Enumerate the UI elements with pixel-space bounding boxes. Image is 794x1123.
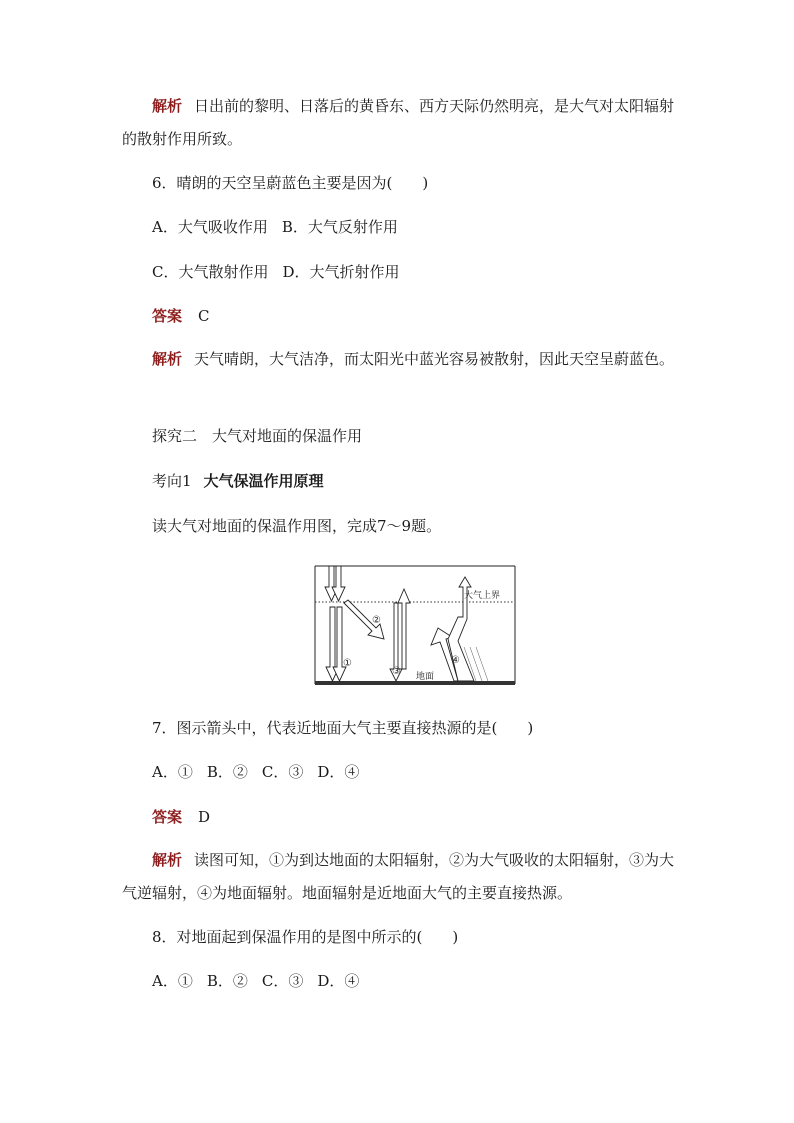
q5-analysis-text: 日出前的黎明、日落后的黄昏东、西方天际仍然明亮，是大气对太阳辐射的散射作用所致。: [122, 97, 675, 148]
q8-options: [152, 970, 359, 992]
q7-answer-value: D: [198, 808, 211, 826]
q6-option-a: A．大气吸收作用: [152, 218, 268, 236]
q7-analysis: [122, 844, 678, 910]
q7-option-a: A．①: [152, 763, 193, 781]
q6-options-row1: [152, 216, 398, 238]
q8-option-b: B．②: [206, 972, 248, 990]
label-num-2: ②: [372, 615, 381, 626]
q6-option-c: C．大气散射作用: [152, 263, 269, 281]
analysis-label: 解析: [152, 350, 183, 368]
q8-option-d: D．④: [317, 972, 360, 990]
topic-prefix: 考向1: [152, 472, 192, 490]
q7-option-b: B．②: [206, 763, 248, 781]
q6-options-row2: [152, 261, 400, 283]
q7-option-d: D．④: [317, 763, 360, 781]
ground-surface: [315, 681, 515, 685]
q8-option-a: A．①: [152, 972, 193, 990]
q6-stem: 6．晴朗的天空呈蔚蓝色主要是因为( ): [152, 174, 429, 192]
label-atmosphere-top: 大气上界: [464, 591, 501, 601]
label-num-4: ④: [451, 655, 460, 666]
analysis-label: 解析: [152, 97, 183, 115]
topic-heading: [152, 470, 324, 492]
q7-option-c: C．③: [261, 763, 304, 781]
q8-option-c: C．③: [261, 972, 304, 990]
q8-stem: 8．对地面起到保温作用的是图中所示的( ): [152, 928, 459, 946]
q7-answer: [152, 806, 210, 828]
atmosphere-insulation-diagram: [314, 565, 516, 687]
label-num-3: ③: [392, 666, 401, 677]
label-ground: 地面: [416, 672, 435, 682]
q6-answer: [152, 305, 210, 327]
q6-option-b: B．大气反射作用: [281, 218, 398, 236]
q7-analysis-text: 读图可知，①为到达地面的太阳辐射，②为大气吸收的太阳辐射，③为大气逆辐射，④为地面辐射。地面辐射是近地面大气的主要直接热源。: [122, 851, 675, 902]
answer-label: 答案: [152, 307, 183, 325]
label-num-1: ①: [343, 658, 352, 669]
q6-option-d: D．大气折射作用: [282, 263, 400, 281]
topic-title: 大气保温作用原理: [203, 472, 324, 490]
analysis-label: 解析: [152, 851, 183, 869]
q5-analysis: [122, 90, 678, 156]
answer-label: 答案: [152, 808, 183, 826]
figure-intro: 读大气对地面的保温作用图，完成7～9题。: [152, 517, 442, 535]
q6-analysis-text: 天气晴朗，大气洁净，而太阳光中蓝光容易被散射，因此天空呈蔚蓝色。: [194, 350, 675, 368]
q6-answer-value: C: [198, 307, 210, 325]
section-title: 探究二 大气对地面的保温作用: [152, 427, 363, 445]
q6-analysis: [122, 343, 678, 376]
q7-stem: 7．图示箭头中，代表近地面大气主要直接热源的是( ): [152, 719, 534, 737]
q7-options: [152, 761, 359, 783]
